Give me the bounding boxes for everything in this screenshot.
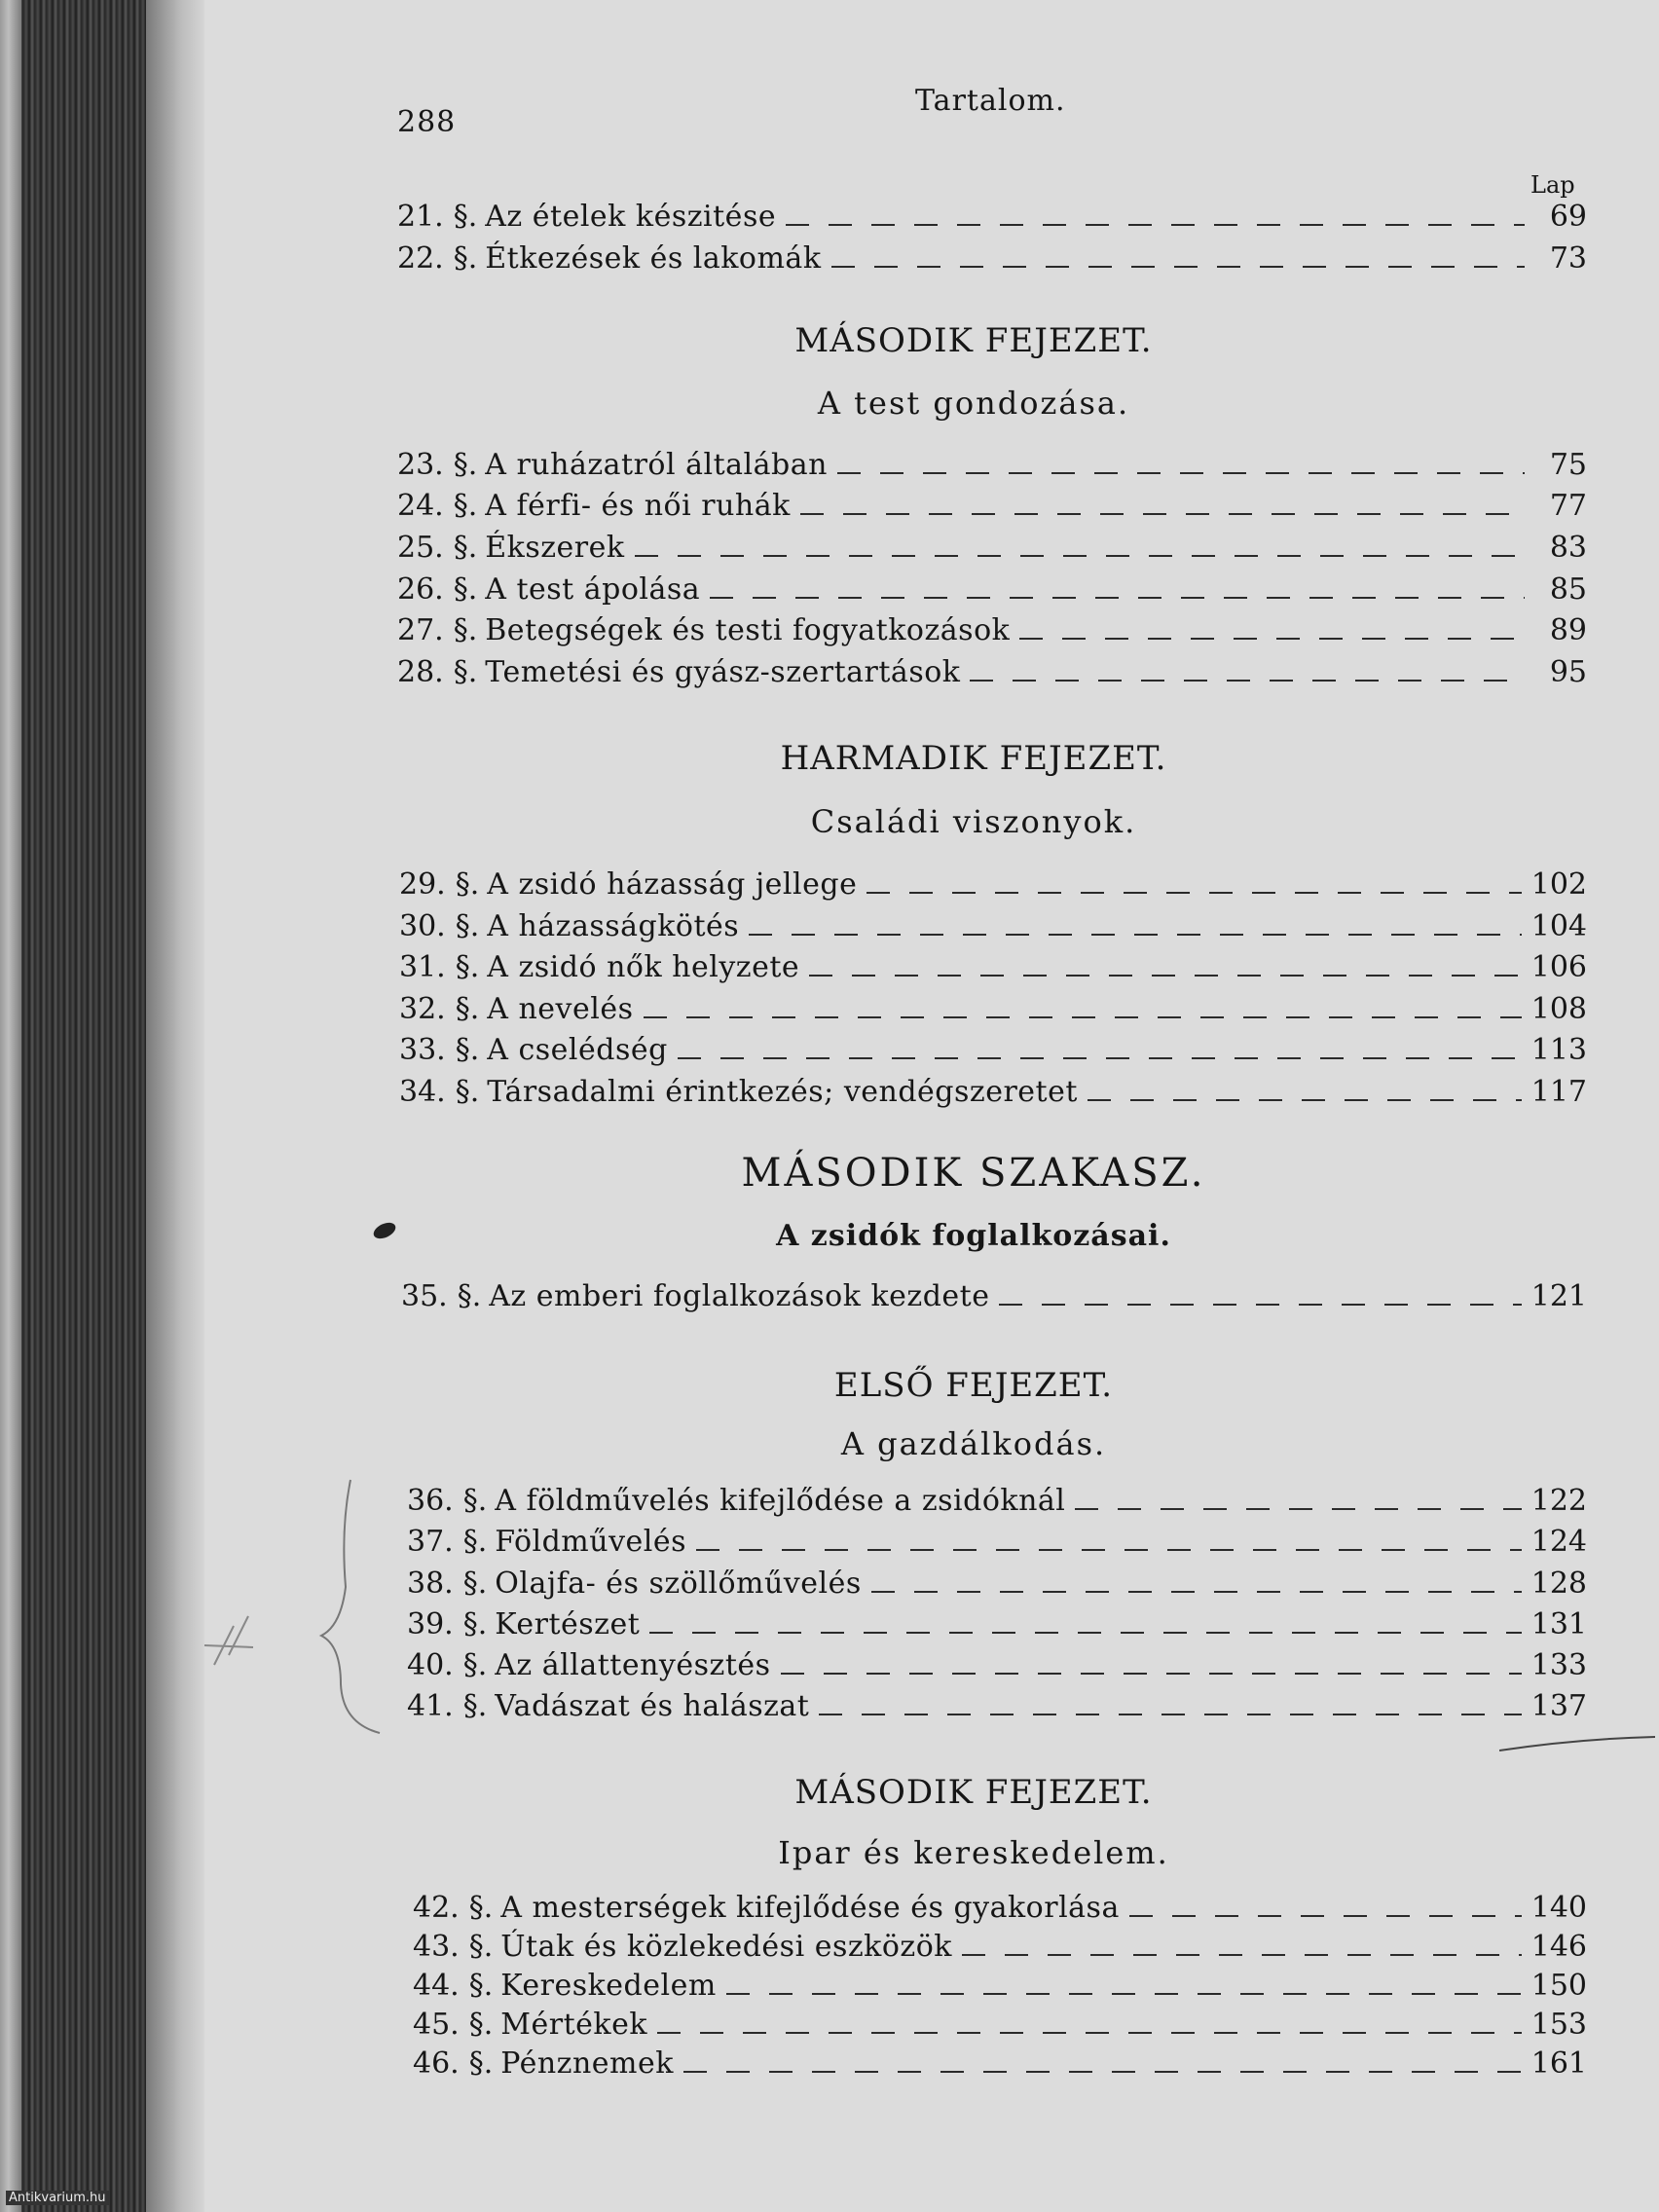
toc-entry	[413, 2046, 1587, 2081]
toc-entry	[407, 1525, 1587, 1559]
section-sign: §.	[462, 1567, 488, 1601]
entry-title: Kertészet	[495, 1607, 641, 1641]
entry-page-number: 133	[1530, 1648, 1587, 1682]
entry-title: Az állattenyésztés	[495, 1648, 771, 1682]
entry-title: Betegségek és testi fogyatkozások	[485, 613, 1011, 647]
toc-entry	[399, 1033, 1587, 1067]
entry-title: A zsidó házasság jellege	[487, 867, 858, 902]
running-title: Tartalom.	[915, 84, 1066, 118]
section-sign: §.	[453, 572, 478, 607]
section-sign: §.	[453, 489, 478, 523]
entry-title: Temetési és gyász-szertartások	[485, 655, 961, 689]
pencil-bracket-annotation	[195, 1470, 389, 1743]
toc-entry	[397, 531, 1587, 565]
entry-page-number: 128	[1530, 1567, 1587, 1601]
entry-number: 31.	[399, 950, 446, 984]
entry-title: A test ápolása	[485, 572, 701, 607]
dot-leader	[781, 1673, 1522, 1675]
section-sign: §.	[455, 909, 480, 943]
entry-page-number: 77	[1549, 489, 1587, 523]
entry-page-number: 161	[1530, 2046, 1587, 2081]
entry-title: Olajfa- és szöllőművelés	[495, 1567, 862, 1601]
section-sign: §.	[455, 1033, 480, 1067]
page-number: 288	[397, 105, 457, 139]
entry-page-number: 108	[1530, 992, 1587, 1026]
entry-number: 37.	[407, 1525, 454, 1559]
entry-number: 24.	[397, 489, 444, 523]
entry-page-number: 102	[1530, 867, 1587, 902]
entry-title: Társadalmi érintkezés; vendégszeretet	[487, 1075, 1078, 1109]
toc-entry	[397, 241, 1587, 276]
entry-page-number: 106	[1530, 950, 1587, 984]
entry-number: 35.	[401, 1279, 448, 1313]
entry-title: Kereskedelem	[500, 1969, 717, 2003]
ink-smudge	[365, 1217, 404, 1246]
entry-title: Pénznemek	[500, 2046, 674, 2081]
chapter-subheading: Családi viszonyok.	[810, 803, 1137, 840]
toc-entry	[407, 1648, 1587, 1682]
entry-page-number: 75	[1549, 448, 1587, 482]
section-sign: §.	[453, 200, 478, 234]
toc-entry	[397, 613, 1587, 647]
toc-entry	[407, 1607, 1587, 1641]
entry-page-number: 153	[1530, 2008, 1587, 2042]
dot-leader	[635, 555, 1525, 557]
entry-number: 40.	[407, 1648, 454, 1682]
toc-entry	[397, 489, 1587, 523]
entry-page-number: 117	[1530, 1075, 1587, 1109]
entry-page-number: 140	[1530, 1891, 1587, 1925]
chapter-subheading: A test gondozása.	[817, 385, 1130, 422]
section-sign: §.	[455, 867, 480, 902]
entry-number: 26.	[397, 572, 444, 607]
entry-title: A cselédség	[487, 1033, 668, 1067]
chapter-heading: MÁSODIK FEJEZET.	[794, 321, 1153, 360]
entry-number: 46.	[413, 2046, 460, 2081]
section-sign: §.	[455, 992, 480, 1026]
entry-page-number: 113	[1530, 1033, 1587, 1067]
entry-number: 41.	[407, 1689, 454, 1723]
entry-title: Ékszerek	[485, 531, 625, 565]
entry-number: 33.	[399, 1033, 446, 1067]
section-sign: §.	[462, 1648, 488, 1682]
entry-title: A földművelés kifejlődése a zsidóknál	[495, 1484, 1066, 1518]
dot-leader	[657, 2032, 1522, 2034]
entry-page-number: 121	[1530, 1279, 1587, 1313]
dot-leader	[678, 1057, 1522, 1059]
toc-entry	[397, 655, 1587, 689]
entry-page-number: 69	[1549, 200, 1587, 234]
section-sign: §.	[462, 1525, 488, 1559]
entry-page-number: 83	[1549, 531, 1587, 565]
section-sign: §.	[468, 2046, 494, 2081]
entry-number: 21.	[397, 200, 444, 234]
dot-leader	[809, 975, 1522, 977]
section-sign: §.	[468, 1969, 494, 2003]
entry-number: 25.	[397, 531, 444, 565]
toc-entry	[399, 950, 1587, 984]
entry-page-number: 89	[1549, 613, 1587, 647]
watermark: Antikvarium.hu	[6, 2191, 109, 2205]
toc-entry	[399, 867, 1587, 902]
toc-entry	[399, 992, 1587, 1026]
entry-number: 30.	[399, 909, 446, 943]
toc-entry	[413, 1930, 1587, 1964]
dot-leader	[999, 1304, 1521, 1306]
entry-number: 34.	[399, 1075, 446, 1109]
entry-number: 22.	[397, 241, 444, 276]
section-sign: §.	[453, 531, 478, 565]
toc-entry	[407, 1567, 1587, 1601]
section-sign: §.	[453, 241, 478, 276]
entry-title: Mértékek	[500, 2008, 647, 2042]
entry-number: 43.	[413, 1930, 460, 1964]
chapter-heading: ELSŐ FEJEZET.	[833, 1366, 1114, 1405]
entry-title: A mesterségek kifejlődése és gyakorlása	[500, 1891, 1120, 1925]
section-sign: §.	[468, 2008, 494, 2042]
dot-leader	[970, 680, 1525, 682]
section-sign: §.	[462, 1689, 488, 1723]
page-edges	[0, 0, 21, 2212]
dot-leader	[800, 513, 1525, 515]
toc-entry	[413, 1891, 1587, 1925]
entry-page-number: 150	[1530, 1969, 1587, 2003]
entry-page-number: 122	[1530, 1484, 1587, 1518]
section-sign: §.	[453, 448, 478, 482]
chapter-heading: MÁSODIK FEJEZET.	[794, 1773, 1153, 1812]
section-sign: §.	[462, 1484, 488, 1518]
entry-title: Az ételek készitése	[485, 200, 777, 234]
entry-number: 27.	[397, 613, 444, 647]
dot-leader	[871, 1591, 1522, 1593]
entry-page-number: 137	[1530, 1689, 1587, 1723]
entry-title: Étkezések és lakomák	[485, 241, 822, 276]
dot-leader	[831, 266, 1526, 268]
chapter-subheading: A gazdálkodás.	[840, 1425, 1107, 1462]
chapter-heading: HARMADIK FEJEZET.	[780, 739, 1167, 778]
entry-title: A zsidó nők helyzete	[487, 950, 800, 984]
dot-leader	[749, 934, 1522, 936]
toc-entry	[407, 1484, 1587, 1518]
entry-page-number: 95	[1549, 655, 1587, 689]
entry-title: Útak és közlekedési eszközök	[500, 1930, 952, 1964]
toc-entry	[401, 1279, 1587, 1313]
entry-title: Az emberi foglalkozások kezdete	[489, 1279, 990, 1313]
toc-entry	[399, 1075, 1587, 1109]
toc-entry	[399, 909, 1587, 943]
book-spine	[0, 0, 146, 2212]
entry-number: 45.	[413, 2008, 460, 2042]
toc-entry	[397, 572, 1587, 607]
dot-leader	[962, 1954, 1522, 1956]
section-sign: §.	[455, 1075, 480, 1109]
entry-number: 39.	[407, 1607, 454, 1641]
section-subheading: A zsidók foglalkozásai.	[776, 1219, 1171, 1253]
entry-number: 32.	[399, 992, 446, 1026]
section-sign: §.	[468, 1891, 494, 1925]
section-sign: §.	[453, 613, 478, 647]
entry-number: 23.	[397, 448, 444, 482]
entry-page-number: 73	[1549, 241, 1587, 276]
section-sign: §.	[462, 1607, 488, 1641]
dot-leader	[1075, 1508, 1521, 1510]
entry-page-number: 146	[1530, 1930, 1587, 1964]
entry-page-number: 131	[1530, 1607, 1587, 1641]
entry-title: Vadászat és halászat	[495, 1689, 810, 1723]
toc-entry	[397, 200, 1587, 234]
entry-number: 38.	[407, 1567, 454, 1601]
dot-leader	[644, 1016, 1522, 1018]
entry-number: 28.	[397, 655, 444, 689]
entry-title: A nevelés	[487, 992, 634, 1026]
entry-number: 44.	[413, 1969, 460, 2003]
dot-leader	[866, 892, 1521, 894]
dot-leader	[1088, 1099, 1522, 1101]
dot-leader	[683, 2071, 1522, 2073]
pencil-underline-annotation	[1499, 1733, 1655, 1762]
entry-page-number: 104	[1530, 909, 1587, 943]
entry-title: A házasságkötés	[487, 909, 740, 943]
dot-leader	[1129, 1915, 1522, 1917]
entry-number: 36.	[407, 1484, 454, 1518]
entry-title: A ruházatról általában	[485, 448, 828, 482]
toc-entry	[397, 448, 1587, 482]
dot-leader	[786, 224, 1525, 226]
toc-page	[166, 0, 1659, 2212]
entry-number: 29.	[399, 867, 446, 902]
section-sign: §.	[468, 1930, 494, 1964]
dot-leader	[649, 1632, 1521, 1634]
dot-leader	[819, 1714, 1521, 1715]
toc-entry	[413, 1969, 1587, 2003]
dot-leader	[837, 472, 1525, 474]
dot-leader	[696, 1549, 1522, 1551]
entry-title: A férfi- és női ruhák	[485, 489, 791, 523]
entry-page-number: 85	[1549, 572, 1587, 607]
entry-page-number: 124	[1530, 1525, 1587, 1559]
entry-title: Földművelés	[495, 1525, 687, 1559]
page-column-label: Lap	[1530, 171, 1575, 199]
section-sign: §.	[457, 1279, 482, 1313]
dot-leader	[726, 1993, 1522, 1995]
entry-number: 42.	[413, 1891, 460, 1925]
dot-leader	[710, 597, 1525, 599]
toc-entry	[413, 2008, 1587, 2042]
section-sign: §.	[453, 655, 478, 689]
section-sign: §.	[455, 950, 480, 984]
section-heading: MÁSODIK SZAKASZ.	[741, 1151, 1206, 1196]
toc-entry	[407, 1689, 1587, 1723]
chapter-subheading: Ipar és kereskedelem.	[778, 1834, 1169, 1871]
dot-leader	[1019, 638, 1525, 640]
